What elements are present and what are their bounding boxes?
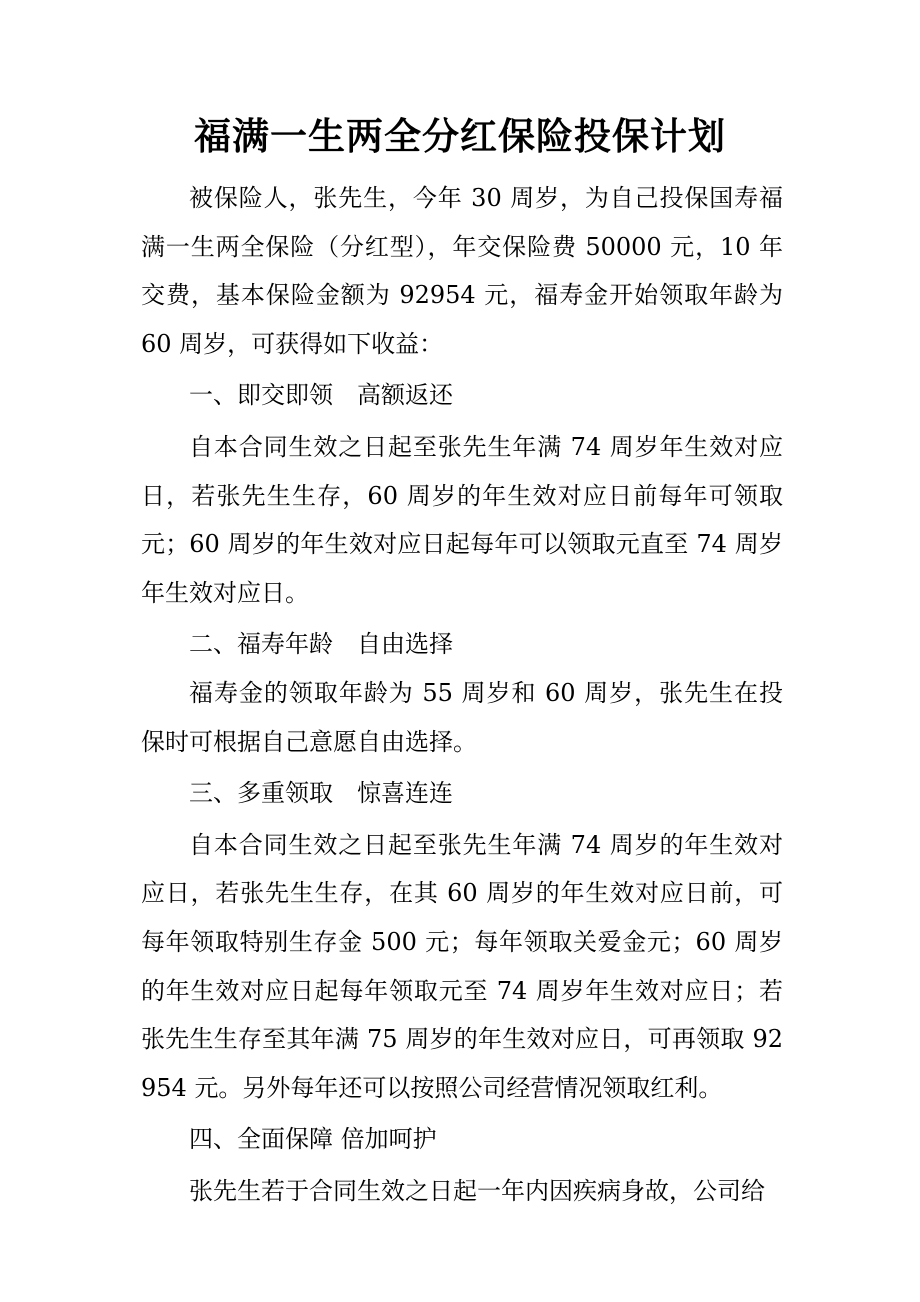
document-title: 福满一生两全分红保险投保计划 (194, 114, 726, 158)
section-heading-3: 三、多重领取 惊喜连连 (189, 779, 453, 808)
section-body-1: 自本合同生效之日起至张先生年满 74 周岁年生效对应日，若张先生生存，60 周岁的年生效对应日前每年可领取元；60 周岁的年生效对应日起每年可以领取元直至 74 周岁年生效对应日。 (141, 432, 783, 607)
section-heading-4: 四、全面保障 倍加呵护 (189, 1125, 437, 1154)
section-heading-1: 一、即交即领 高额返还 (189, 381, 453, 410)
intro-paragraph: 被保险人，张先生，今年 30 周岁，为自己投保国寿福满一生两全保险（分红型），年交保险费 50000 元，10 年交费，基本保险金额为 92954 元，福寿金开始领取年龄为 60 周岁，可获得如下收益： (141, 184, 783, 358)
section-body-2: 福寿金的领取年龄为 55 周岁和 60 周岁，张先生在投保时可根据自己意愿自由选择。 (141, 678, 783, 756)
document-body (141, 174, 783, 1215)
section-body-4: 张先生若于合同生效之日起一年内因疾病身故，公司给 (189, 1176, 765, 1205)
section-body-3: 自本合同生效之日起至张先生年满 74 周岁的年生效对应日，若张先生生存，在其 60 周岁的年生效对应日前，可每年领取特别生存金 500 元；每年领取关爱金元；60 周岁的年生效对应日起每年领取元至 74 周岁年生效对应日；若张先生生存至其年满 75 周岁的年生效对应日，可再领取 92954 元。另外每年还可以按照公司经营情况领取红利。 (141, 830, 783, 1102)
section-heading-2: 二、福寿年龄 自由选择 (189, 630, 453, 659)
